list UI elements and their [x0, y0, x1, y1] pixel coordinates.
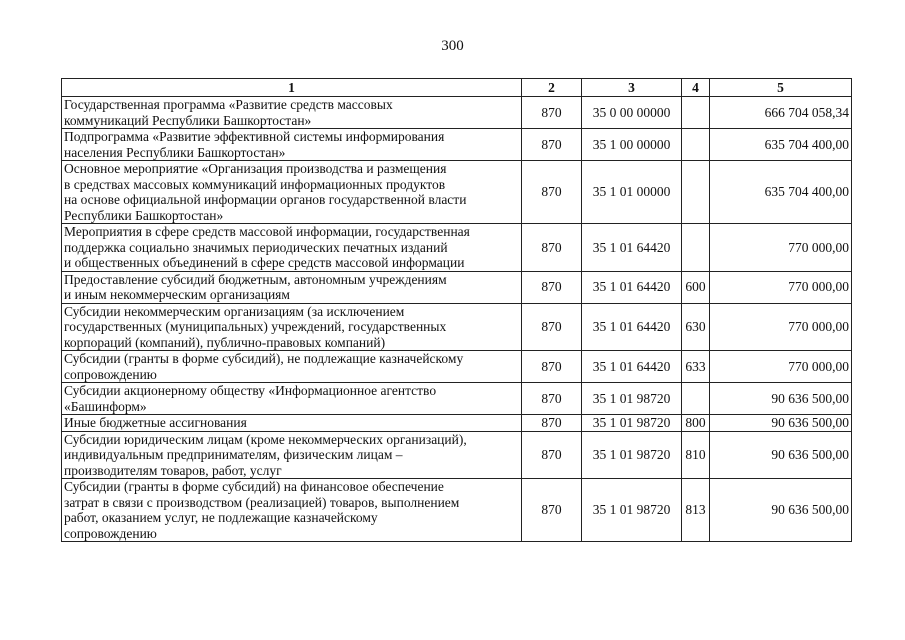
row-target-article-cell: 35 1 01 00000 [582, 161, 682, 224]
row-amount-cell: 90 636 500,00 [710, 479, 852, 542]
row-chapter-cell: 870 [522, 129, 582, 161]
table-row [62, 97, 852, 129]
row-amount-cell: 90 636 500,00 [710, 383, 852, 415]
table-row [62, 129, 852, 161]
row-expense-type-cell [682, 161, 710, 224]
column-header-target: 3 [582, 79, 682, 97]
row-target-article-cell: 35 1 01 98720 [582, 479, 682, 542]
row-expense-type-cell [682, 224, 710, 272]
row-name-cell: Субсидии акционерному обществу «Информационное агентство «Башинформ» [62, 383, 522, 415]
row-expense-type-cell: 633 [682, 351, 710, 383]
row-chapter-cell: 870 [522, 415, 582, 432]
row-name-cell: Государственная программа «Развитие средств массовых коммуникаций Республики Башкортостан» [62, 97, 522, 129]
table-row [62, 415, 852, 432]
row-chapter-cell: 870 [522, 303, 582, 351]
row-amount-cell: 770 000,00 [710, 224, 852, 272]
row-name-cell: Мероприятия в сфере средств массовой информации, государственная поддержка социально значимых периодических печатных изданий и общественных объединений в сфере средств массовой информации [62, 224, 522, 272]
row-amount-cell: 635 704 400,00 [710, 161, 852, 224]
column-header-amount: 5 [710, 79, 852, 97]
row-target-article-cell: 35 1 00 00000 [582, 129, 682, 161]
table-row [62, 479, 852, 542]
row-name-cell: Субсидии юридическим лицам (кроме некоммерческих организаций), индивидуальным предпринимателям, физическим лицам – производителям товаров, работ, услуг [62, 431, 522, 479]
table-row [62, 383, 852, 415]
row-target-article-cell: 35 1 01 64420 [582, 303, 682, 351]
row-target-article-cell: 35 1 01 64420 [582, 351, 682, 383]
row-expense-type-cell [682, 129, 710, 161]
column-header-name: 1 [62, 79, 522, 97]
row-expense-type-cell: 810 [682, 431, 710, 479]
column-header-expense: 4 [682, 79, 710, 97]
row-target-article-cell: 35 1 01 64420 [582, 271, 682, 303]
row-amount-cell: 770 000,00 [710, 271, 852, 303]
row-amount-cell: 770 000,00 [710, 351, 852, 383]
row-name-cell: Подпрограмма «Развитие эффективной системы информирования населения Республики Башкортостан» [62, 129, 522, 161]
row-target-article-cell: 35 1 01 98720 [582, 383, 682, 415]
table-row [62, 303, 852, 351]
row-expense-type-cell [682, 97, 710, 129]
row-chapter-cell: 870 [522, 271, 582, 303]
row-amount-cell: 635 704 400,00 [710, 129, 852, 161]
table-row [62, 224, 852, 272]
row-expense-type-cell [682, 383, 710, 415]
row-name-cell: Предоставление субсидий бюджетным, автономным учреждениям и иным некоммерческим организациям [62, 271, 522, 303]
row-chapter-cell: 870 [522, 161, 582, 224]
row-amount-cell: 90 636 500,00 [710, 415, 852, 432]
row-chapter-cell: 870 [522, 479, 582, 542]
row-expense-type-cell: 600 [682, 271, 710, 303]
row-chapter-cell: 870 [522, 97, 582, 129]
table-row [62, 271, 852, 303]
table-row [62, 161, 852, 224]
row-name-cell: Субсидии (гранты в форме субсидий) на финансовое обеспечение затрат в связи с производством (реализацией) товаров, выполнением работ, оказанием услуг, не подлежащие казначейскому сопровождению [62, 479, 522, 542]
row-expense-type-cell: 630 [682, 303, 710, 351]
row-name-cell: Иные бюджетные ассигнования [62, 415, 522, 432]
row-chapter-cell: 870 [522, 431, 582, 479]
row-name-cell: Основное мероприятие «Организация производства и размещения в средствах массовых коммуникаций информационных продуктов на основе официальной информации органов государственной власти Республики Башкортостан» [62, 161, 522, 224]
row-amount-cell: 770 000,00 [710, 303, 852, 351]
row-chapter-cell: 870 [522, 383, 582, 415]
column-header-chapter: 2 [522, 79, 582, 97]
row-chapter-cell: 870 [522, 351, 582, 383]
row-target-article-cell: 35 1 01 98720 [582, 415, 682, 432]
row-target-article-cell: 35 1 01 98720 [582, 431, 682, 479]
row-amount-cell: 90 636 500,00 [710, 431, 852, 479]
header-row [62, 79, 852, 97]
table-row [62, 351, 852, 383]
budget-table [61, 78, 852, 542]
row-amount-cell: 666 704 058,34 [710, 97, 852, 129]
row-expense-type-cell: 813 [682, 479, 710, 542]
row-target-article-cell: 35 0 00 00000 [582, 97, 682, 129]
row-expense-type-cell: 800 [682, 415, 710, 432]
row-name-cell: Субсидии (гранты в форме субсидий), не подлежащие казначейскому сопровождению [62, 351, 522, 383]
table-body [62, 97, 852, 542]
table-row [62, 431, 852, 479]
row-chapter-cell: 870 [522, 224, 582, 272]
row-name-cell: Субсидии некоммерческим организациям (за исключением государственных (муниципальных) учреждений, государственных корпораций (компаний), публично-правовых компаний) [62, 303, 522, 351]
row-target-article-cell: 35 1 01 64420 [582, 224, 682, 272]
page-number: 300 [441, 38, 464, 54]
